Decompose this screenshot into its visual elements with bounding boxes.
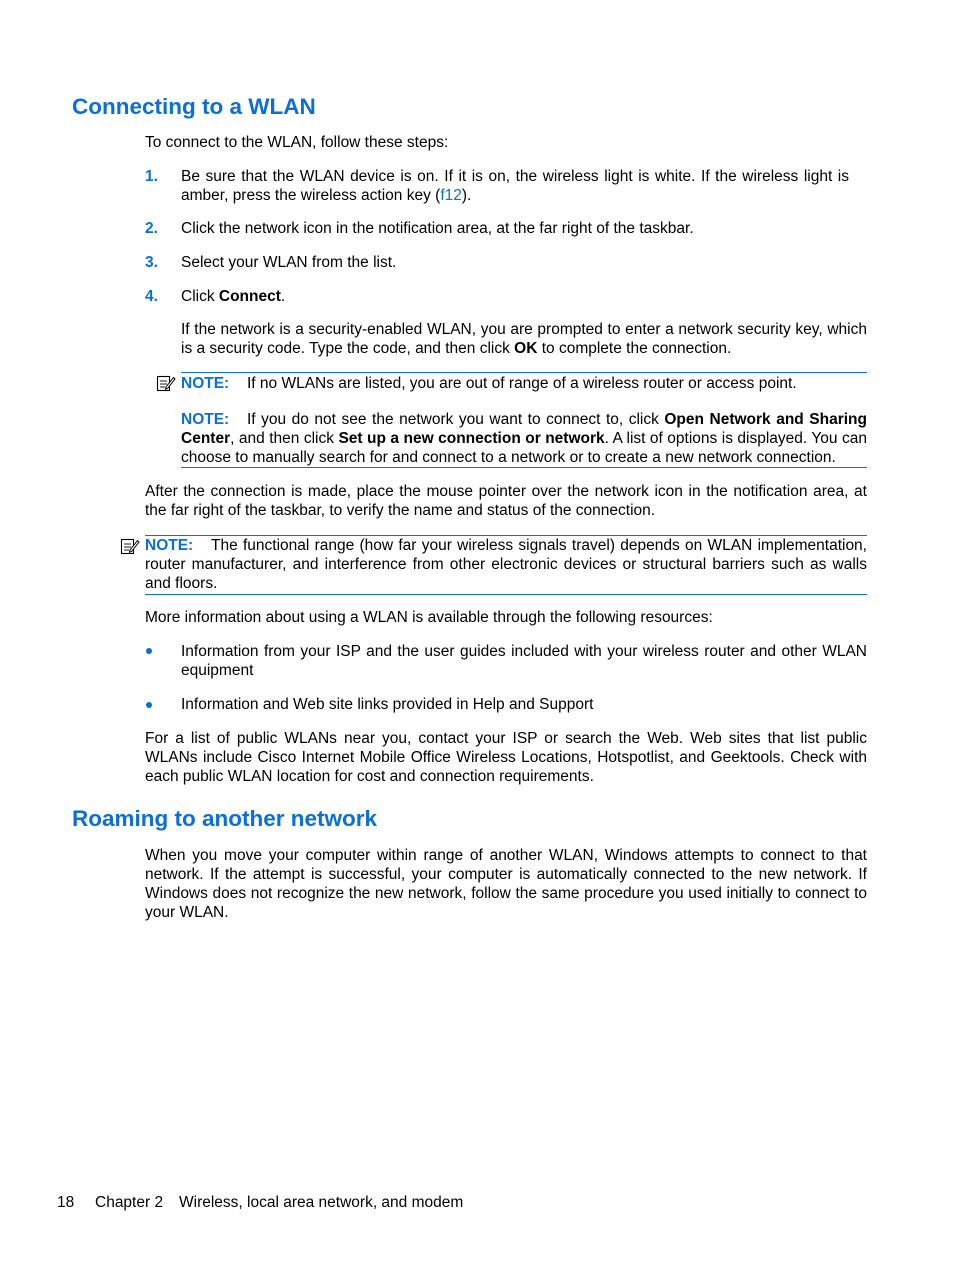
footer-chapter: Chapter 2	[95, 1194, 164, 1211]
bullet-dot	[146, 648, 152, 654]
roaming-body-text: When you move your computer within range of another WLAN, Windows attempts to connect to that network. If the attempt is successful, your computer is automatically connected to the new network. If Windows does not recognize the new network, follow the same procedure you used initially to connect to your WLAN.	[145, 847, 867, 921]
section-heading-roaming: Roaming to another network	[72, 806, 378, 831]
step-4-detail: If the network is a security-enabled WLAN, you are prompted to enter a network security key, which is a security code. Type the code, and then click OK to complete the connection.	[181, 321, 867, 357]
note-3: NOTE: The functional range (how far your wireless signals travel) depends on WLAN implementation, router manufacturer, and interference from other electronic devices or structural barriers such as walls and floors.	[145, 537, 867, 592]
step-3-text: Select your WLAN from the list.	[181, 254, 397, 271]
bullet-item-1: Information from your ISP and the user guides included with your wireless router and other WLAN equipment	[181, 643, 867, 679]
after-connection-text: After the connection is made, place the mouse pointer over the network icon in the notification area, at the far right of the taskbar, to verify the name and status of the connection.	[145, 483, 867, 519]
note-1: NOTE: If no WLANs are listed, you are out of range of a wireless router or access point.	[181, 375, 797, 392]
step-1-text: Be sure that the WLAN device is on. If it is on, the wireless light is white. If the wireless light is amber, press the wireless action key (f12).	[181, 168, 849, 204]
bullet-dot	[146, 702, 152, 708]
step-number-4: 4.	[145, 288, 158, 305]
note-icon	[156, 374, 176, 392]
step-number-3: 3.	[145, 254, 158, 271]
footer-chapter-title: Wireless, local area network, and modem	[179, 1194, 464, 1211]
step-2-text: Click the network icon in the notification area, at the far right of the taskbar.	[181, 220, 694, 237]
step-4-text: Click Connect.	[181, 288, 286, 305]
note-icon	[120, 537, 140, 555]
more-info-text: More information about using a WLAN is available through the following resources:	[145, 609, 713, 626]
f12-key-link[interactable]: f12	[440, 187, 462, 204]
note3-rule-bottom	[145, 594, 867, 595]
note-rule-top	[181, 372, 867, 373]
bullet-item-2: Information and Web site links provided in Help and Support	[181, 696, 594, 713]
step-number-1: 1.	[145, 168, 158, 185]
note-rule-bottom	[181, 467, 867, 468]
section-heading-connecting: Connecting to a WLAN	[72, 94, 316, 119]
page-number: 18	[57, 1194, 75, 1211]
step-number-2: 2.	[145, 220, 158, 237]
public-wlans-text: For a list of public WLANs near you, contact your ISP or search the Web. Web sites that list public WLANs include Cisco Internet Mobile Office Wireless Locations, Hotspotlist, and Geektools. Check with each public WLAN location for cost and connection requirements.	[145, 730, 867, 785]
intro-text: To connect to the WLAN, follow these steps:	[145, 134, 449, 151]
note-2: NOTE: If you do not see the network you want to connect to, click Open Network and Sharing Center, and then click Set up a new connection or network. A list of options is displayed. You can choose to manually search for and connect to a network or to create a new network connection.	[181, 411, 867, 466]
